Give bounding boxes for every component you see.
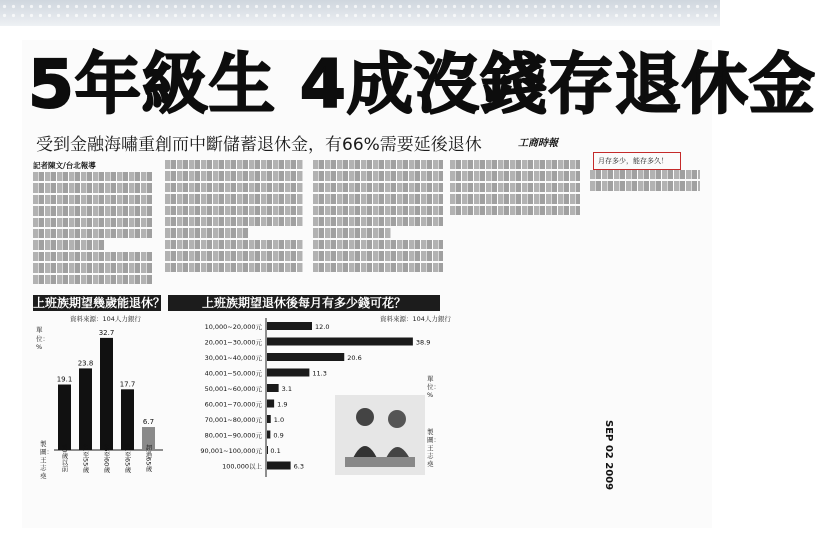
text-line — [33, 172, 153, 181]
text-line — [313, 240, 443, 249]
chart2-data-label: 0.9 — [273, 431, 284, 440]
chart2-category-label: 70,001~80,000元 — [204, 416, 262, 424]
text-line — [313, 228, 391, 237]
chart1-bar — [121, 389, 134, 450]
text-line — [33, 229, 153, 238]
chart1-category-label: 51至55歲 — [81, 443, 90, 473]
article-column-4 — [450, 160, 580, 228]
dot-pattern — [0, 2, 720, 22]
chart1-bar — [58, 385, 71, 450]
newspaper-source: 工商時報 — [518, 138, 558, 149]
chart1-category-label: 50歲以前 — [60, 444, 69, 472]
chart1-note: 資料來源：104人力銀行 — [70, 315, 141, 323]
date-stamp: SEP 02 2009 — [603, 420, 614, 491]
chart2-bar — [267, 400, 274, 408]
chart1-credit: 製圖：王志堯 — [40, 440, 53, 480]
text-line — [313, 263, 443, 272]
chart1-category-label: 超過65歲 — [144, 444, 153, 472]
text-line — [450, 171, 580, 180]
highlight-box — [593, 152, 681, 170]
chart2-category-label: 80,001~90,000元 — [204, 431, 262, 440]
chart2-bar — [267, 353, 344, 361]
chart2-category-label: 50,001~60,000元 — [204, 385, 262, 393]
chart2-category-label: 100,000以上 — [222, 462, 262, 471]
text-line — [165, 183, 303, 192]
chart2-category-label: 40,001~50,000元 — [204, 369, 262, 378]
text-line — [313, 171, 443, 180]
text-line — [313, 206, 443, 215]
chart2-bar — [267, 462, 291, 470]
chart2-data-label: 3.1 — [281, 385, 292, 393]
text-line — [165, 206, 303, 215]
text-line — [165, 240, 303, 249]
chart2-bar — [267, 384, 279, 392]
chart2-data-label: 0.1 — [270, 447, 281, 455]
highlight-note: 月存多少，能存多久！ — [598, 157, 668, 165]
text-line — [165, 194, 303, 203]
text-line — [165, 251, 303, 260]
text-line — [165, 263, 303, 272]
text-line — [590, 170, 700, 179]
chart2-bar — [267, 446, 268, 454]
chart1-data-label: 23.8 — [77, 359, 94, 368]
chart1-category-label: 61至65歲 — [123, 443, 132, 473]
text-line — [33, 218, 153, 227]
chart1-data-label: 19.1 — [56, 375, 73, 384]
chart1-bar — [79, 368, 92, 450]
chart2-category-label: 30,001~40,000元 — [204, 354, 262, 362]
text-line — [33, 195, 153, 204]
chart2-category-label: 90,001~100,000元 — [200, 447, 262, 455]
chart2-data-label: 6.3 — [293, 462, 304, 471]
text-line — [450, 183, 580, 192]
chart2-data-label: 20.6 — [347, 354, 362, 362]
chart2-bar — [267, 338, 413, 346]
chart2-data-label: 1.0 — [273, 416, 285, 424]
chart2-category-label: 60,001~70,000元 — [204, 400, 262, 409]
text-line — [165, 160, 303, 169]
text-line — [313, 160, 443, 169]
chart1-bar — [100, 338, 113, 450]
text-line — [33, 240, 105, 249]
chart1-data-label: 17.7 — [119, 380, 136, 389]
chart2-credit: 製圖：王志堯 — [427, 428, 440, 468]
chart1-data-label: 32.7 — [98, 328, 115, 337]
article-column-5 — [590, 170, 700, 198]
article-column-3 — [313, 160, 443, 278]
chart2-data-label: 11.3 — [312, 369, 327, 378]
subheadline: 受到金融海嘯重創而中斷儲蓄退休金，有66%需要延後退休 — [36, 135, 482, 155]
text-line — [313, 217, 443, 226]
chart1-title: 上班族期望幾歲能退休？ — [33, 296, 166, 310]
text-line — [590, 181, 700, 190]
text-line — [33, 252, 153, 261]
chart2-note: 資料來源：104人力銀行 — [380, 315, 451, 323]
byline: 記者陳文/台北報導 — [33, 161, 96, 170]
text-line — [450, 160, 580, 169]
chart2-title: 上班族期望退休後每月有多少錢可花？ — [168, 295, 440, 311]
text-line — [165, 217, 303, 226]
headline: 5年級生 4成沒錢存退休金 — [28, 46, 816, 123]
text-line — [33, 263, 153, 272]
text-line — [165, 228, 248, 237]
chart1-ylabel: 單位：% — [36, 326, 49, 351]
chart1-data-label: 6.7 — [142, 418, 155, 427]
text-line — [313, 183, 443, 192]
chart2-category-label: 10,000~20,000元 — [204, 323, 262, 331]
chart2-category-label: 20,001~30,000元 — [204, 338, 262, 347]
text-line — [313, 194, 443, 203]
chart2-data-label: 38.9 — [415, 338, 431, 347]
chart2-data-label: 1.9 — [277, 400, 288, 409]
retiree-illustration — [335, 395, 425, 475]
article-column-2 — [165, 160, 303, 278]
chart1-category-label: 56至60歲 — [102, 443, 111, 473]
chart2-ylabel: 單位：% — [427, 375, 440, 399]
text-line — [165, 171, 303, 180]
chart2-data-label: 12.0 — [315, 323, 330, 331]
chart2-bar — [267, 431, 270, 439]
slide-header-band — [0, 0, 720, 26]
text-line — [33, 206, 153, 215]
chart2-bar — [267, 322, 312, 330]
text-line — [33, 275, 153, 284]
text-line — [33, 183, 153, 192]
chart2-bar — [267, 415, 271, 423]
article-column-1 — [33, 172, 153, 290]
text-line — [313, 251, 443, 260]
text-line — [450, 194, 580, 203]
text-line — [450, 206, 580, 215]
chart2-bar — [267, 369, 309, 377]
